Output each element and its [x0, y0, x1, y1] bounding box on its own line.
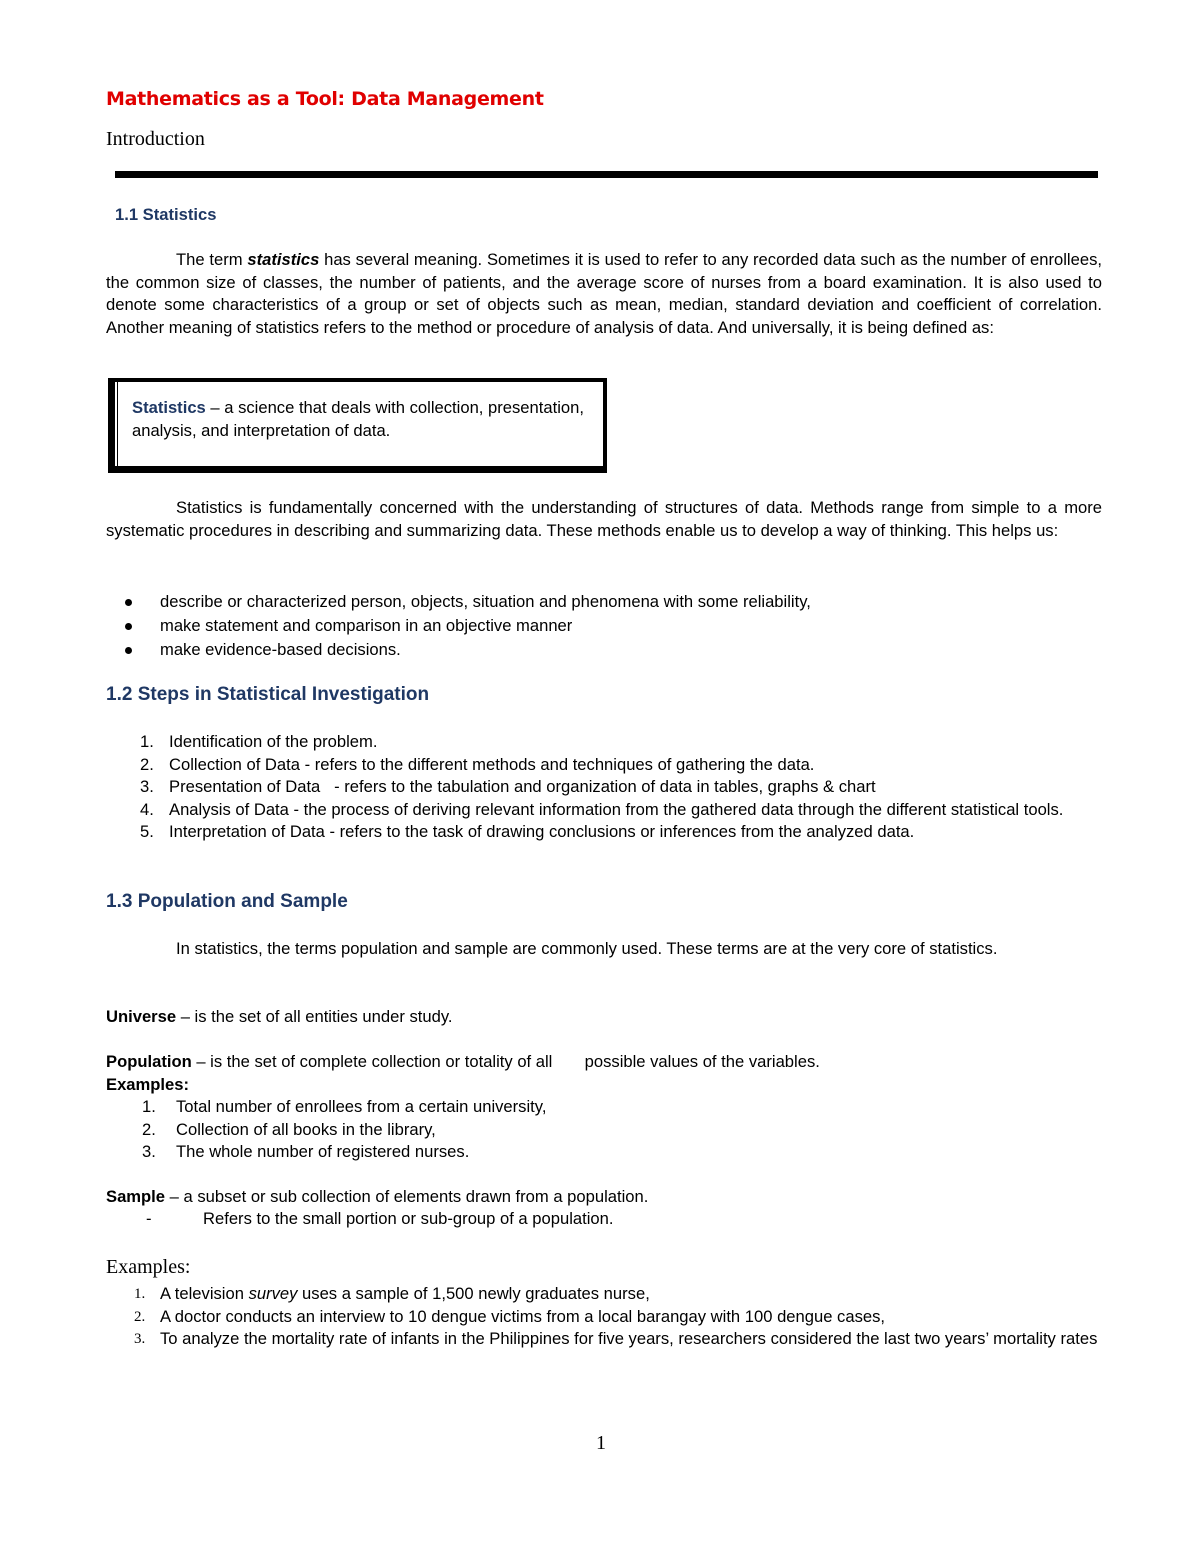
page-number: 1 — [596, 1432, 606, 1454]
structures-paragraph: Statistics is fundamentally concerned with the understanding of structures of data. Methods range from simple to a more systematic procedures in describing and summarizing data. These methods enable us to develop a way of thinking. This helps us: — [106, 498, 1102, 540]
para-text-post: has several meaning. Sometimes it is used to refer to any recorded data such as the number of enrollees, the common size of classes, the number of patients, and the average score of nurses from a board examination. It is also used to denote some characteristics of a group or set of objects such as mean, median, standard deviation and coefficient of correlation. Another meaning of statistics refers to the method or procedure of analysis of data. And universally, it is being defined as: — [106, 250, 1102, 337]
top-rule-thin — [455, 170, 690, 171]
list-item: 3. Presentation of Data - refers to the tabulation and organization of data in tables, graphs & chart — [140, 777, 876, 796]
examples-label: Examples: — [106, 1075, 190, 1094]
list-item: 1. A television survey uses a sample of 1,500 newly graduates nurse, — [134, 1284, 650, 1303]
definition-text — [132, 396, 592, 442]
population-intro-paragraph: In statistics, the terms population and sample are commonly used. These terms are at the very core of statistics. — [176, 939, 998, 958]
definition-body: – a science that deals with collection, presentation, analysis, and interpretation of data. — [132, 398, 584, 440]
list-item: 1. Total number of enrollees from a certain university, — [142, 1097, 547, 1116]
sample-definition: Sample – a subset or sub collection of elements drawn from a population. — [106, 1187, 649, 1206]
list-item: make statement and comparison in an objective manner — [106, 614, 811, 638]
definition-term: Statistics — [132, 398, 206, 417]
sample-examples-list — [106, 1283, 1102, 1351]
universe-definition: Universe – is the set of all entities under study. — [106, 1007, 453, 1026]
introduction-label: Introduction — [106, 128, 205, 150]
list-item: 2. Collection of Data - refers to the different methods and techniques of gathering the data. — [140, 754, 815, 774]
list-item: 2. Collection of all books in the library, — [142, 1119, 436, 1139]
bullet-icon — [125, 599, 132, 606]
list-item: 3. To analyze the mortality rate of infants in the Philippines for five years, researchers considered the last two years’ mortality rates — [134, 1329, 1098, 1348]
list-item: 2. A doctor conducts an interview to 10 dengue victims from a local barangay with 100 dengue cases, — [134, 1306, 886, 1326]
statistics-paragraph — [106, 249, 1102, 339]
list-item: 4. Analysis of Data - the process of deriving relevant information from the gathered data through the different statistical tools. — [140, 799, 1064, 819]
list-item: 1. Identification of the problem. — [140, 732, 378, 751]
top-rule — [115, 171, 1098, 178]
list-item: 3. The whole number of registered nurses. — [142, 1142, 470, 1161]
examples-label-2: Examples: — [106, 1256, 191, 1278]
bullet-icon — [125, 623, 132, 630]
section-heading-statistics: 1.1 Statistics — [115, 205, 217, 224]
section-heading-steps: 1.2 Steps in Statistical Investigation — [106, 684, 430, 705]
section-heading-population: 1.3 Population and Sample — [106, 891, 348, 912]
list-item: make evidence-based decisions. — [106, 638, 811, 662]
term-statistics: statistics — [247, 250, 320, 269]
document-title: Mathematics as a Tool: Data Management — [106, 88, 544, 110]
list-item: describe or characterized person, objects, situation and phenomena with some reliability, — [106, 590, 811, 614]
para-text-pre: The term — [176, 250, 248, 269]
population-examples-list — [106, 1096, 546, 1164]
benefits-list — [106, 590, 811, 662]
document-page: Mathematics as a Tool: Data Management Introduction 1.1 Statistics The term statistics has several meaning. Sometimes it is used to refer to any recorded data such as the number of enrollees, the common size of classes, the number of patients, and the average score of nurses from a board examination. It is also used to denote some characteristics of a group or set of objects such as mean, median, standard deviation and coefficient of correlation. Another meaning of statistics refers to the method or procedure of analysis of data. And universally, it is being defined as: Statistics – a science that deals with collection, presentation, analysis, and interpretation of data. Statistics is fundamentally concerned with the understanding of structures of data. Methods range from simple to a more systematic procedures in describing and summarizing data. These methods enable us to develop a way of thinking. This helps us: describe or characterized person, objects, situation and phenomena with some reliability, make statement and comparison in an objective manner make evidence-based decisions. 1.2 Steps in Statistical Investigation 1. Identification of the problem. 2. Collection of Data - refers to the different methods and techniques of gathering the data. 3. Presentation of Data - refers to the tabulation and organization of data in tables, graphs & chart 4. Analysis of Data - the process of deriving relevant information from the gathered data through the different statistical tools. 5. Interpretation of Data - refers to the task of drawing conclusions or inferences from the analyzed data. 1.3 Population and Sample In statistics, the terms population and sample are commonly used. These terms are at the very core of statistics. Universe – is the set of all entities under study. Population – is the set of complete collection or totality of all possible values of the variables. Examples: 1. Total number of enrollees from a certain university, 2. Collection of all books in the library, 3. The whole number of registered nurses. Sample – a subset or sub collection of elements drawn from a population. - Refers to the small portion or sub-group of a population. Examples: 1. A television survey uses a sample of 1,500 newly graduates nurse, 2. A doctor conducts an interview to 10 dengue victims from a local barangay with 100 dengue cases, 3. To analyze the mortality rate of infants in the Philippines for five years, researchers considered the last two years’ mortality rates 1 — [0, 0, 1200, 1553]
steps-list — [106, 731, 1106, 844]
list-item: 5. Interpretation of Data - refers to the task of drawing conclusions or inferences from the analyzed data. — [140, 822, 915, 841]
bullet-icon — [125, 647, 132, 654]
population-definition: Population – is the set of complete collection or totality of all possible values of the variables. — [106, 1052, 820, 1071]
